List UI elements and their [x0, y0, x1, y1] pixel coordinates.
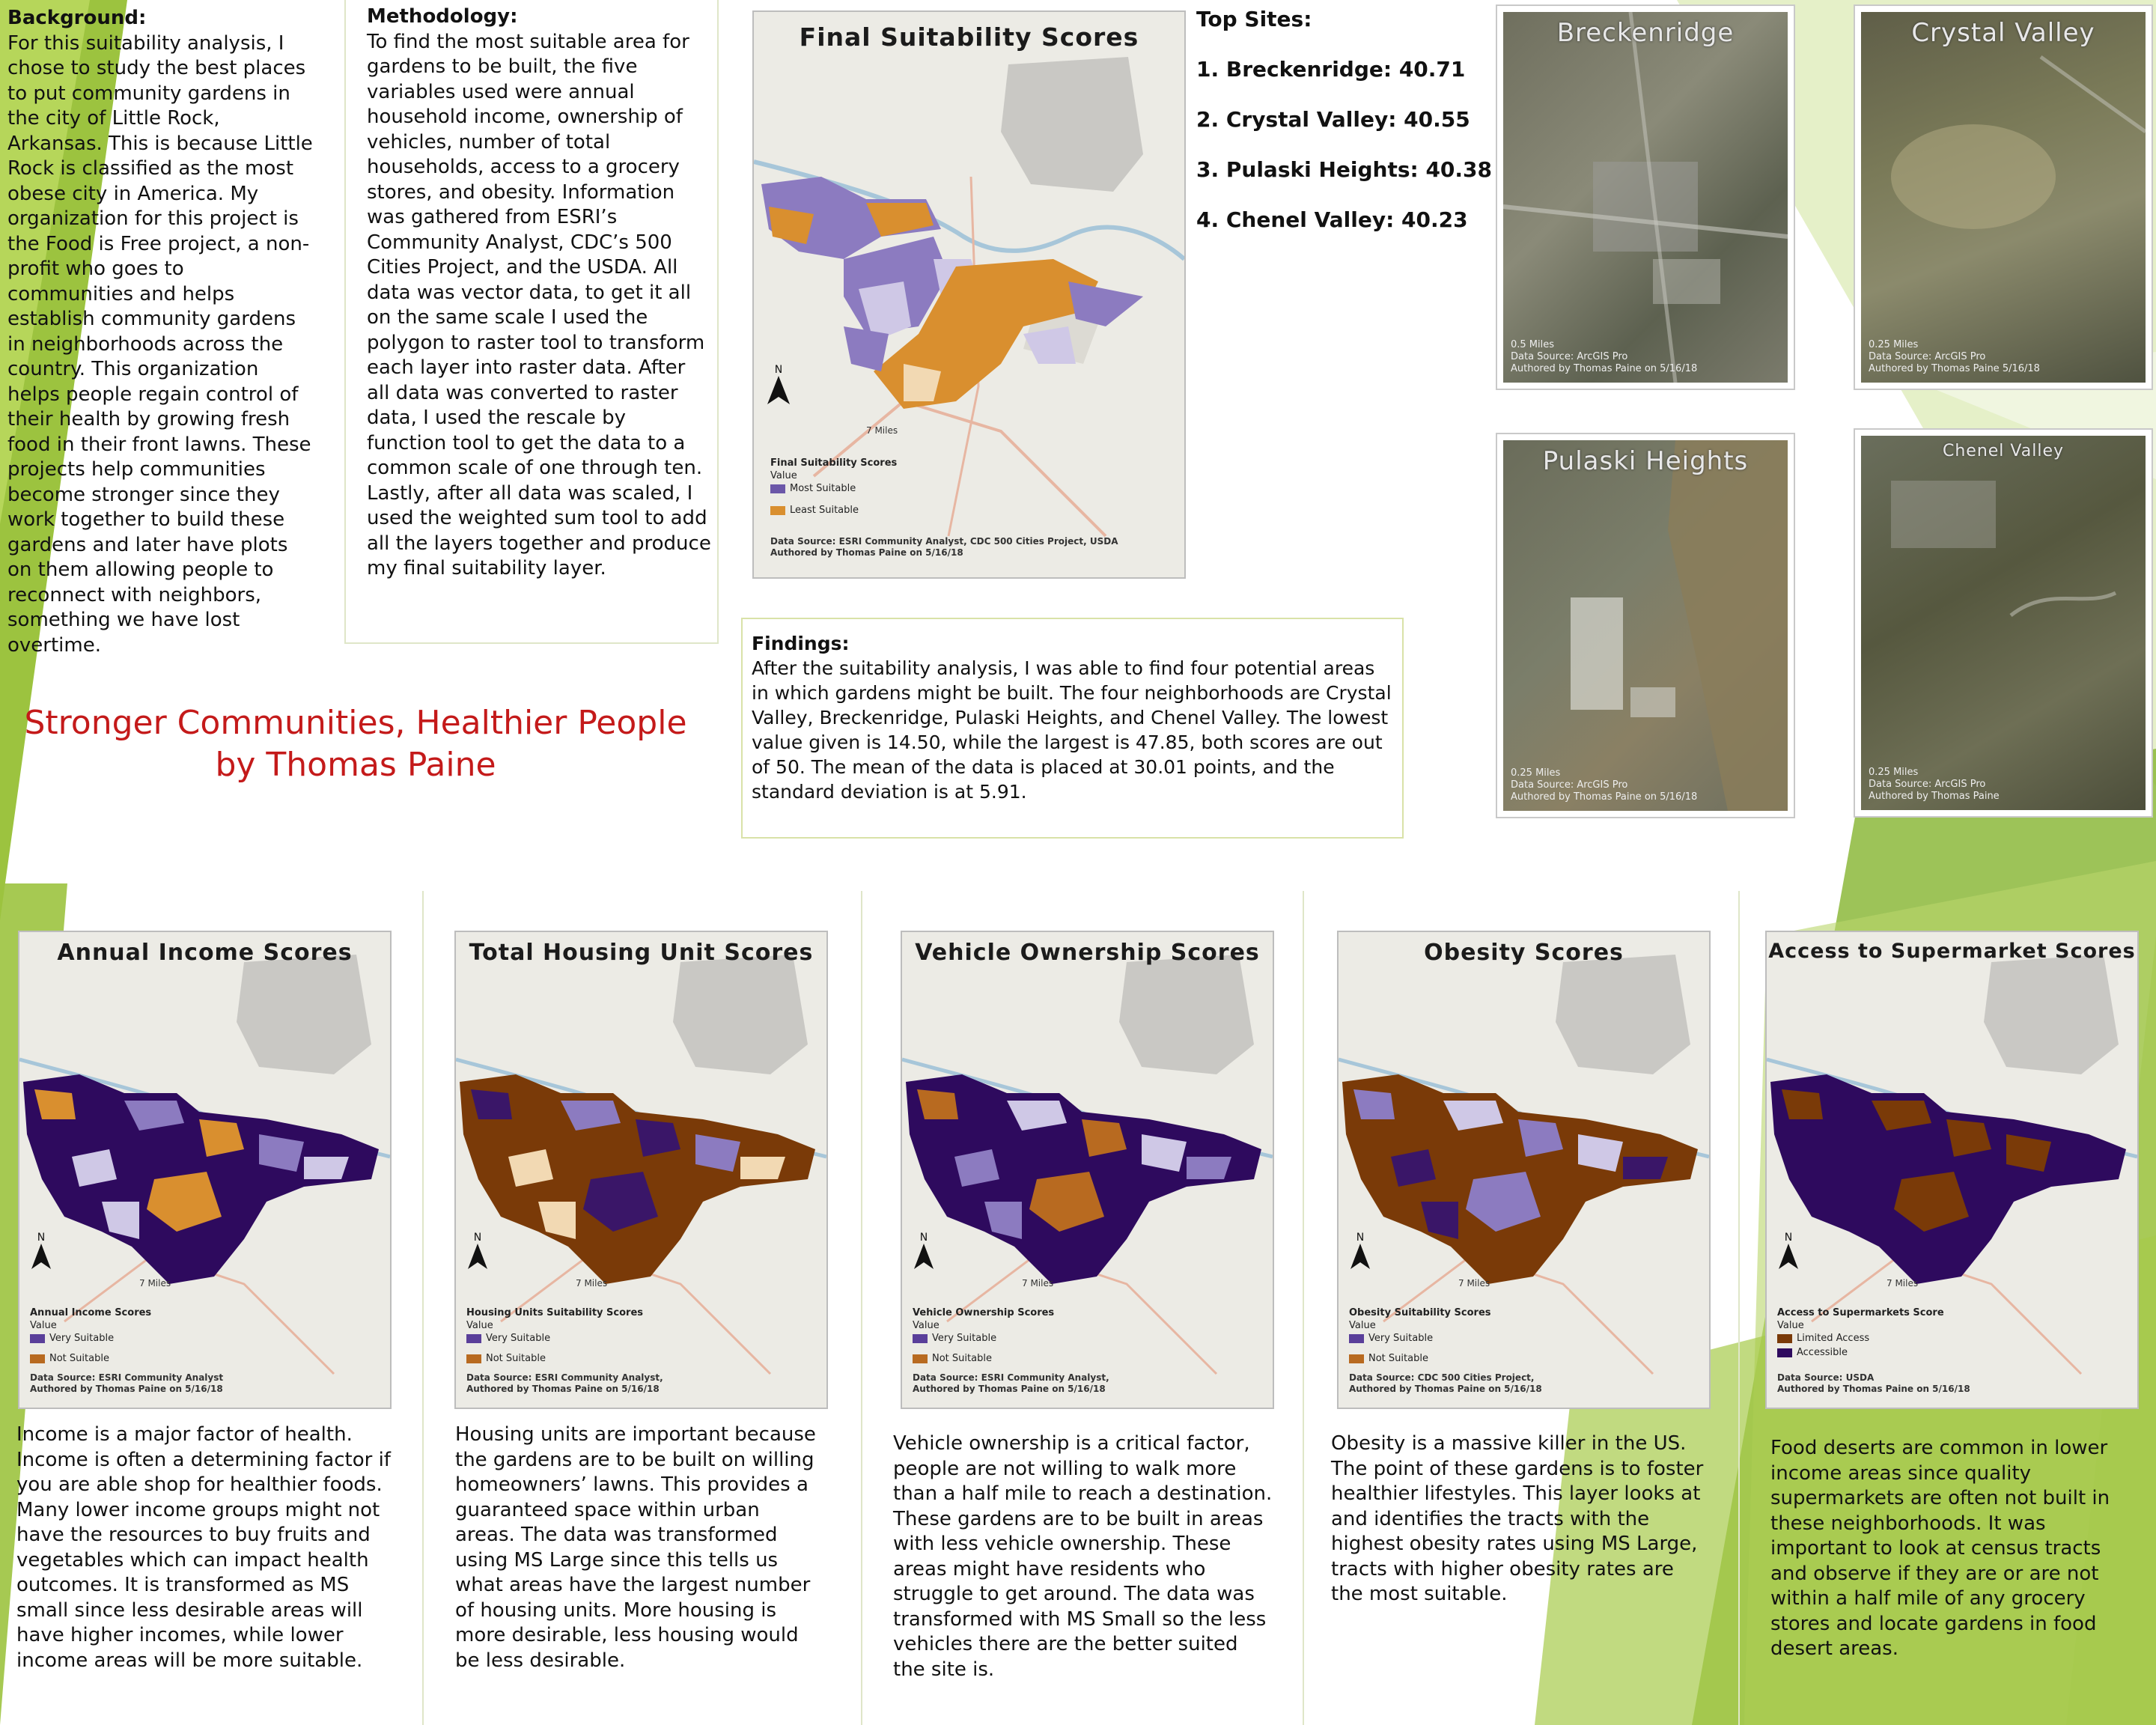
sat-title: Crystal Valley	[1911, 18, 2095, 48]
findings-box	[741, 618, 1404, 839]
north-label: N	[37, 1232, 46, 1244]
north-arrow	[914, 1232, 934, 1272]
north-arrow	[1779, 1232, 1798, 1272]
score-map-source	[466, 1372, 663, 1395]
north-label: N	[919, 1232, 928, 1244]
sat-title: Breckenridge	[1556, 18, 1735, 48]
legend-value: Value	[466, 1320, 493, 1331]
legend-title: Access to Supermarkets Score	[1777, 1307, 1944, 1318]
score-map-description: Vehicle ownership is a critical factor, people are not willing to walk more than a half mile to reach a destination. These gardens are to be built in areas with less vehicle ownership. These areas might have residents who struggle to get around. The data was transformed with MS Small so the less vehicles there are the better suited the site is.	[893, 1432, 1273, 1681]
top-sites	[1196, 4, 1492, 235]
legend-item: Very Suitable	[913, 1332, 1054, 1345]
author-text: Authored by Thomas Paine on 5/16/18	[466, 1384, 660, 1394]
top-sites-heading: Top Sites:	[1196, 7, 1312, 31]
legend-item: Very Suitable	[1349, 1332, 1491, 1345]
author-text: Authored by Thomas Paine on 5/16/18	[1349, 1384, 1542, 1394]
sat-map-pulaski-heights	[1497, 434, 1794, 817]
score-map-5	[1765, 931, 2139, 1409]
score-map-description: Food deserts are common in lower income areas since quality supermarkets are often not built in these neighborhoods. It was important to look at census tracts and observe if they are or are not within a half mile of any grocery stores and locate gardens in food desert areas.	[1770, 1437, 2110, 1660]
top-site-item: 2. Crystal Valley: 40.55	[1196, 107, 1470, 132]
final-map-scale: 7 Miles	[866, 425, 898, 436]
poster-title-line1: Stronger Communities, Healthier People	[24, 704, 687, 742]
north-arrow	[31, 1232, 51, 1272]
sat-map-chenel-valley	[1855, 430, 2152, 816]
score-map-1	[18, 931, 392, 1409]
sat-footer	[1869, 767, 2000, 803]
score-map-legend	[466, 1306, 643, 1365]
legend-item: Least Suitable	[770, 504, 897, 517]
sat-scale: 0.25 Miles	[1511, 767, 1561, 779]
legend-value: Value	[770, 470, 797, 481]
source-text: Data Source: USDA	[1777, 1372, 1875, 1383]
poster-title-line2: by Thomas Paine	[215, 746, 496, 784]
sat-imagery	[1503, 12, 1788, 383]
score-map-description: Income is a major factor of health. Income is often a determining factor if you are able shop for healthier foods. Many lower income groups might not have the resources to buy fruits and vegetables which can impact health outcomes. It is transformed as MS small since less desirable areas will have higher incomes, while lower income areas will be more suitable.	[16, 1423, 391, 1672]
methodology-heading: Methodology:	[367, 5, 518, 28]
sat-source: Data Source: ArcGIS Pro	[1511, 351, 1628, 362]
north-label: N	[1784, 1232, 1793, 1244]
methodology-body: To find the most suitable area for gardens to be built, the five variables used were annual household income, ownership of vehicles, number of total households, access to a grocery stores, and obesity. Information was gathered from ESRI’s Community Analyst, CDC’s 500 Cities Project, and the USDA. All data was vector data, to get it all on the same scale I used the polygon to raster tool to transform each layer into raster data. After all data was converted to raster data, I used the rescale by function tool to get the data to a common scale of one through ten. Lastly, after all data was scaled, I used the weighted sum tool to add all the layers together and produce my final suitability layer.	[367, 30, 711, 579]
legend-value: Value	[30, 1320, 57, 1331]
north-label: N	[1356, 1232, 1365, 1244]
north-arrow-icon	[468, 1244, 487, 1269]
north-label: N	[473, 1232, 482, 1244]
source-text: Data Source: CDC 500 Cities Project,	[1349, 1372, 1535, 1383]
sat-title: Pulaski Heights	[1542, 446, 1749, 476]
legend-value: Value	[1777, 1320, 1804, 1331]
sat-imagery	[1503, 440, 1788, 811]
score-map-4	[1337, 931, 1711, 1409]
legend-item: Very Suitable	[30, 1332, 151, 1345]
background-body: For this suitability analysis, I chose to study the best places to put community gardens in the city of Little Rock, Arkansas. This is because Little Rock is classified as the most obese city in America. My organization for this project is the Food is Free project, a non-profit who goes to communities and helps establish community gardens in neighborhoods across the country. This organization helps people regain control of their health by growing fresh food in their front lawns. These projects help communities become stronger since they work together to build these gardens and later have plots on them allowing people to reconnect with neighbors, something we have lost overtime.	[7, 31, 313, 657]
top-site-item: 3. Pulaski Heights: 40.38	[1196, 157, 1493, 182]
north-arrow-icon	[31, 1244, 51, 1269]
legend-item: Not Suitable	[913, 1352, 1054, 1365]
legend-item: Limited Access	[1777, 1332, 1944, 1345]
north-arrow	[767, 364, 790, 407]
sat-footer	[1511, 339, 1697, 375]
top-site-item: 4. Chenel Valley: 40.23	[1196, 207, 1468, 232]
author-text: Authored by Thomas Paine on 5/16/18	[913, 1384, 1106, 1394]
divider	[422, 891, 424, 1725]
source-text: Data Source: ESRI Community Analyst,	[466, 1372, 663, 1383]
score-map-scale: 7 Miles	[1022, 1278, 1054, 1289]
findings-heading: Findings:	[752, 633, 850, 654]
score-map-source	[1777, 1372, 1970, 1395]
score-map-title: Obesity Scores	[1424, 940, 1624, 966]
legend-title: Vehicle Ownership Scores	[913, 1307, 1055, 1318]
north-arrow-icon	[1779, 1244, 1798, 1269]
score-map-scale: 7 Miles	[1886, 1278, 1919, 1289]
score-map-scale: 7 Miles	[139, 1278, 171, 1289]
score-map-source	[30, 1372, 223, 1395]
sat-source: Data Source: ArcGIS Pro	[1869, 779, 1986, 790]
score-map-legend	[30, 1306, 151, 1365]
final-map-legend	[770, 457, 897, 517]
source-text: Data Source: ESRI Community Analyst,	[913, 1372, 1109, 1383]
poster-title	[0, 702, 711, 786]
north-arrow	[1350, 1232, 1370, 1272]
sat-map-breckenridge	[1497, 6, 1794, 389]
legend-title: Annual Income Scores	[30, 1307, 152, 1318]
author-text: Authored by Thomas Paine on 5/16/18	[770, 547, 963, 558]
sat-source: Data Source: ArcGIS Pro	[1511, 779, 1628, 791]
divider	[1303, 891, 1304, 1725]
sat-footer	[1511, 767, 1697, 803]
final-map-title: Final Suitability Scores	[799, 22, 1139, 52]
final-suitability-map	[752, 10, 1186, 579]
sat-imagery	[1861, 436, 2146, 810]
legend-title: Final Suitability Scores	[770, 457, 898, 469]
sat-scale: 0.25 Miles	[1869, 339, 1919, 350]
north-arrow-icon	[767, 376, 790, 404]
sat-author: Authored by Thomas Paine	[1869, 791, 2000, 802]
divider	[344, 0, 346, 644]
legend-item: Very Suitable	[466, 1332, 643, 1345]
score-map-description: Obesity is a massive killer in the US. The point of these gardens is to foster healthier lifestyles. This layer looks at and identifies the tracts with the highest obesity rates using MS Large, tracts with higher obesity rates are the most suitable.	[1331, 1432, 1704, 1605]
sat-imagery	[1861, 12, 2146, 383]
north-arrow-icon	[914, 1244, 934, 1269]
divider	[1738, 891, 1740, 1725]
score-map-legend	[1349, 1306, 1491, 1365]
legend-title: Housing Units Suitability Scores	[466, 1307, 644, 1318]
legend-item: Accessible	[1777, 1346, 1944, 1359]
divider	[717, 0, 719, 644]
north-arrow-icon	[1350, 1244, 1370, 1269]
sat-author: Authored by Thomas Paine on 5/16/18	[1511, 363, 1698, 374]
score-map-description: Housing units are important because the gardens are to be built on willing homeowners’ lawns. This provides a guaranteed space within urban areas. The data was transformed using MS Large since this tells us what areas have the largest number of housing units. More housing is more desirable, less housing would be less desirable.	[455, 1423, 816, 1672]
source-text: Data Source: ESRI Community Analyst	[30, 1372, 224, 1383]
findings-body: After the suitability analysis, I was able to find four potential areas in which gardens might be built. The four neighborhoods are Crystal Valley, Breckenridge, Pulaski Heights, and Chenel Valley. The lowest value given is 14.50, while the largest is 47.85, both scores are out of 50. The mean of the data is placed at 30.01 points, and the standard deviation is at 5.91.	[752, 657, 1392, 803]
legend-item: Not Suitable	[466, 1352, 643, 1365]
sat-scale: 0.5 Miles	[1511, 339, 1555, 350]
sat-map-crystal-valley	[1855, 6, 2152, 389]
score-map-scale: 7 Miles	[576, 1278, 608, 1289]
sat-author: Authored by Thomas Paine 5/16/18	[1869, 363, 2040, 374]
north-arrow	[468, 1232, 487, 1272]
legend-title: Obesity Suitability Scores	[1349, 1307, 1491, 1318]
score-map-title: Total Housing Unit Scores	[469, 940, 814, 966]
sat-footer	[1869, 339, 2040, 375]
final-map-source	[770, 536, 1118, 559]
divider	[346, 642, 717, 644]
sat-author: Authored by Thomas Paine on 5/16/18	[1511, 791, 1698, 803]
legend-item: Most Suitable	[770, 482, 897, 495]
score-map-legend	[913, 1306, 1054, 1365]
top-site-item: 1. Breckenridge: 40.71	[1196, 57, 1466, 82]
divider	[861, 891, 862, 1725]
author-text: Authored by Thomas Paine on 5/16/18	[1777, 1384, 1970, 1394]
score-map-source	[913, 1372, 1109, 1395]
sat-title: Chenel Valley	[1942, 442, 2065, 460]
score-map-2	[454, 931, 828, 1409]
methodology-section	[367, 4, 711, 582]
background-section	[7, 6, 314, 658]
source-text: Data Source: ESRI Community Analyst, CDC 500 Cities Project, USDA	[770, 536, 1118, 547]
legend-item: Not Suitable	[30, 1352, 151, 1365]
north-label: N	[774, 364, 783, 376]
score-map-scale: 7 Miles	[1458, 1278, 1490, 1289]
legend-item: Not Suitable	[1349, 1352, 1491, 1365]
background-heading: Background:	[7, 7, 147, 29]
legend-value: Value	[1349, 1320, 1376, 1331]
score-map-source	[1349, 1372, 1542, 1395]
sat-scale: 0.25 Miles	[1869, 767, 1919, 778]
score-map-title: Vehicle Ownership Scores	[915, 940, 1260, 966]
sat-source: Data Source: ArcGIS Pro	[1869, 351, 1986, 362]
score-map-title: Access to Supermarket Scores	[1768, 940, 2136, 963]
score-map-3	[901, 931, 1274, 1409]
author-text: Authored by Thomas Paine on 5/16/18	[30, 1384, 223, 1394]
legend-value: Value	[913, 1320, 940, 1331]
score-map-title: Annual Income Scores	[57, 940, 353, 966]
score-map-legend	[1777, 1306, 1944, 1359]
